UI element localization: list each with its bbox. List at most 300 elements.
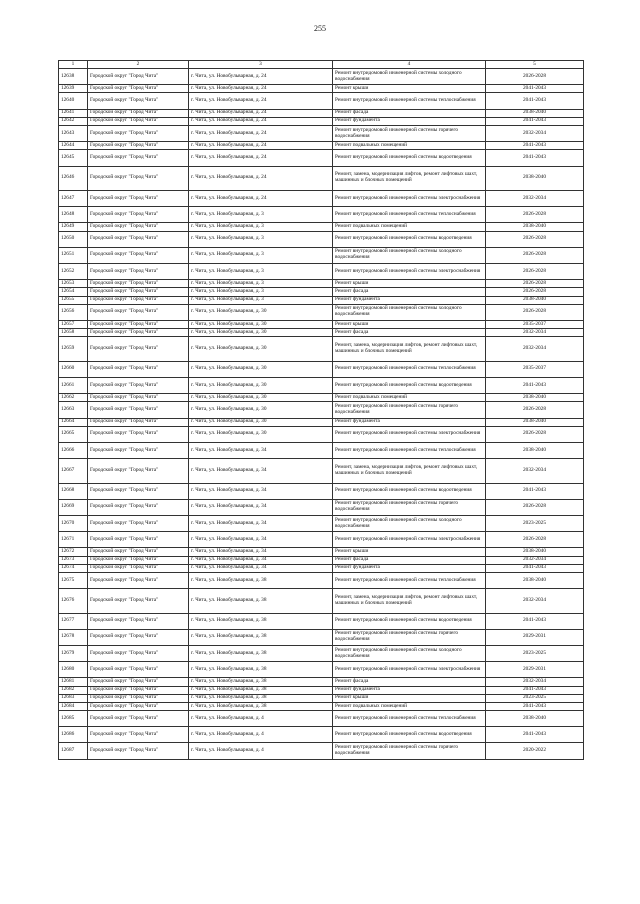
municipality-cell: Городской округ "Город Чита"	[88, 426, 189, 442]
address-cell: г. Чита, ул. Новобульварная, д. 30	[189, 304, 333, 320]
work-type-cell: Ремонт подвальных помещений	[333, 394, 486, 402]
row-number: 12645	[59, 150, 88, 166]
years-cell: 2041-2043	[486, 142, 584, 150]
years-cell: 2029-2031	[486, 662, 584, 678]
row-number: 12639	[59, 85, 88, 93]
table-row	[59, 150, 584, 166]
work-type-cell: Ремонт внутридомовой инженерной системы теплоснабжения	[333, 572, 486, 588]
address-cell: г. Чита, ул. Новобульварная, д. 24	[189, 150, 333, 166]
table-row	[59, 548, 584, 556]
years-cell: 2032-2034	[486, 589, 584, 614]
row-number: 12648	[59, 207, 88, 223]
years-cell: 2038-2040	[486, 572, 584, 588]
work-type-cell: Ремонт, замена, модернизация лифтов, ремонт лифтовых шахт, машинных и блочных помещений	[333, 337, 486, 362]
table-row	[59, 515, 584, 531]
years-cell: 2038-2040	[486, 418, 584, 426]
municipality-cell: Городской округ "Город Чита"	[88, 645, 189, 661]
row-number: 12669	[59, 499, 88, 515]
municipality-cell: Городской округ "Город Чита"	[88, 125, 189, 141]
address-cell: г. Чита, ул. Новобульварная, д. 4	[189, 711, 333, 727]
row-number: 12647	[59, 191, 88, 207]
table-row	[59, 743, 584, 759]
work-type-cell: Ремонт внутридомовой инженерной системы водоотведения	[333, 150, 486, 166]
row-number: 12640	[59, 93, 88, 109]
row-number: 12655	[59, 296, 88, 304]
years-cell: 2041-2043	[486, 564, 584, 572]
row-number: 12680	[59, 662, 88, 678]
municipality-cell: Городской округ "Город Чита"	[88, 702, 189, 710]
row-number: 12660	[59, 361, 88, 377]
municipality-cell: Городской округ "Город Чита"	[88, 442, 189, 458]
years-cell: 2038-2040	[486, 166, 584, 191]
years-cell: 2038-2040	[486, 394, 584, 402]
municipality-cell: Городской округ "Город Чита"	[88, 711, 189, 727]
row-number: 12676	[59, 589, 88, 614]
table-row	[59, 645, 584, 661]
work-type-cell: Ремонт фасада	[333, 678, 486, 686]
municipality-cell: Городской округ "Город Чита"	[88, 613, 189, 629]
address-cell: г. Чита, ул. Новобульварная, д. 38	[189, 702, 333, 710]
table-row	[59, 402, 584, 418]
municipality-cell: Городской округ "Город Чита"	[88, 483, 189, 499]
years-cell: 2032-2034	[486, 191, 584, 207]
years-cell: 2038-2040	[486, 223, 584, 231]
address-cell: г. Чита, ул. Новобульварная, д. 3	[189, 207, 333, 223]
municipality-cell: Городской округ "Город Чита"	[88, 337, 189, 362]
work-type-cell: Ремонт подвальных помещений	[333, 223, 486, 231]
work-type-cell: Ремонт фасада	[333, 556, 486, 564]
address-cell: г. Чита, ул. Новобульварная, д. 38	[189, 613, 333, 629]
work-type-cell: Ремонт, замена, модернизация лифтов, ремонт лифтовых шахт, машинных и блочных помещений	[333, 166, 486, 191]
table-row	[59, 686, 584, 694]
table-row	[59, 247, 584, 263]
years-cell: 2038-2040	[486, 442, 584, 458]
municipality-cell: Городской округ "Город Чита"	[88, 629, 189, 645]
address-cell: г. Чита, ул. Новобульварная, д. 30	[189, 418, 333, 426]
column-header: 2	[88, 61, 189, 69]
work-type-cell: Ремонт внутридомовой инженерной системы электроснабжения	[333, 191, 486, 207]
table-row	[59, 499, 584, 515]
address-cell: г. Чита, ул. Новобульварная, д. 3	[189, 263, 333, 279]
municipality-cell: Городской округ "Город Чита"	[88, 247, 189, 263]
work-type-cell: Ремонт внутридомовой инженерной системы теплоснабжения	[333, 711, 486, 727]
table-row	[59, 329, 584, 337]
municipality-cell: Городской округ "Город Чита"	[88, 166, 189, 191]
municipality-cell: Городской округ "Город Чита"	[88, 377, 189, 393]
municipality-cell: Городской округ "Город Чита"	[88, 686, 189, 694]
row-number: 12644	[59, 142, 88, 150]
years-cell: 2041-2043	[486, 727, 584, 743]
work-type-cell: Ремонт фасада	[333, 288, 486, 296]
municipality-cell: Городской округ "Город Чита"	[88, 93, 189, 109]
address-cell: г. Чита, ул. Новобульварная, д. 3	[189, 247, 333, 263]
address-cell: г. Чита, ул. Новобульварная, д. 34	[189, 499, 333, 515]
row-number: 12659	[59, 337, 88, 362]
address-cell: г. Чита, ул. Новобульварная, д. 24	[189, 117, 333, 125]
table-row	[59, 142, 584, 150]
table-row	[59, 320, 584, 328]
work-type-cell: Ремонт внутридомовой инженерной системы теплоснабжения	[333, 93, 486, 109]
years-cell: 2041-2043	[486, 483, 584, 499]
table-row	[59, 337, 584, 362]
municipality-cell: Городской округ "Город Чита"	[88, 69, 189, 85]
address-cell: г. Чита, ул. Новобульварная, д. 38	[189, 629, 333, 645]
row-number: 12672	[59, 548, 88, 556]
row-number: 12681	[59, 678, 88, 686]
municipality-cell: Городской округ "Город Чита"	[88, 572, 189, 588]
years-cell: 2023-2025	[486, 515, 584, 531]
municipality-cell: Городской округ "Город Чита"	[88, 459, 189, 484]
years-cell: 2023-2025	[486, 645, 584, 661]
address-cell: г. Чита, ул. Новобульварная, д. 30	[189, 402, 333, 418]
work-type-cell: Ремонт, замена, модернизация лифтов, ремонт лифтовых шахт, машинных и блочных помещений	[333, 589, 486, 614]
table-row	[59, 532, 584, 548]
table-row	[59, 109, 584, 117]
work-type-cell: Ремонт фундамента	[333, 418, 486, 426]
work-type-cell: Ремонт, замена, модернизация лифтов, ремонт лифтовых шахт, машинных и блочных помещений	[333, 459, 486, 484]
years-cell: 2032-2034	[486, 329, 584, 337]
municipality-cell: Городской округ "Город Чита"	[88, 589, 189, 614]
table-row	[59, 361, 584, 377]
work-type-cell: Ремонт внутридомовой инженерной системы холодного водоснабжения	[333, 69, 486, 85]
repair-schedule-table	[58, 60, 584, 760]
table-row	[59, 394, 584, 402]
row-number: 12675	[59, 572, 88, 588]
years-cell: 2035-2037	[486, 361, 584, 377]
work-type-cell: Ремонт внутридомовой инженерной системы холодного водоснабжения	[333, 515, 486, 531]
address-cell: г. Чита, ул. Новобульварная, д. 30	[189, 394, 333, 402]
municipality-cell: Городской округ "Город Чита"	[88, 231, 189, 247]
address-cell: г. Чита, ул. Новобульварная, д. 38	[189, 589, 333, 614]
row-number: 12686	[59, 727, 88, 743]
years-cell: 2026-2028	[486, 207, 584, 223]
row-number: 12679	[59, 645, 88, 661]
work-type-cell: Ремонт внутридомовой инженерной системы горячего водоснабжения	[333, 499, 486, 515]
municipality-cell: Городской округ "Город Чита"	[88, 743, 189, 759]
table-row	[59, 694, 584, 702]
work-type-cell: Ремонт крыши	[333, 320, 486, 328]
years-cell: 2029-2031	[486, 629, 584, 645]
municipality-cell: Городской округ "Город Чита"	[88, 564, 189, 572]
years-cell: 2020-2022	[486, 743, 584, 759]
municipality-cell: Городской округ "Город Чита"	[88, 304, 189, 320]
work-type-cell: Ремонт внутридомовой инженерной системы горячего водоснабжения	[333, 629, 486, 645]
table-row	[59, 223, 584, 231]
table-row	[59, 117, 584, 125]
work-type-cell: Ремонт крыши	[333, 694, 486, 702]
address-cell: г. Чита, ул. Новобульварная, д. 4	[189, 743, 333, 759]
table-row	[59, 85, 584, 93]
table-row	[59, 191, 584, 207]
table-row	[59, 556, 584, 564]
table-row	[59, 564, 584, 572]
municipality-cell: Городской округ "Город Чита"	[88, 662, 189, 678]
work-type-cell: Ремонт внутридомовой инженерной системы теплоснабжения	[333, 207, 486, 223]
years-cell: 2026-2028	[486, 304, 584, 320]
address-cell: г. Чита, ул. Новобульварная, д. 38	[189, 686, 333, 694]
municipality-cell: Городской округ "Город Чита"	[88, 532, 189, 548]
work-type-cell: Ремонт внутридомовой инженерной системы электроснабжения	[333, 263, 486, 279]
row-number: 12674	[59, 564, 88, 572]
address-cell: г. Чита, ул. Новобульварная, д. 38	[189, 678, 333, 686]
row-number: 12665	[59, 426, 88, 442]
row-number: 12670	[59, 515, 88, 531]
table-row	[59, 166, 584, 191]
years-cell: 2026-2028	[486, 499, 584, 515]
row-number: 12663	[59, 402, 88, 418]
address-cell: г. Чита, ул. Новобульварная, д. 38	[189, 645, 333, 661]
row-number: 12641	[59, 109, 88, 117]
years-cell: 2041-2043	[486, 93, 584, 109]
work-type-cell: Ремонт внутридомовой инженерной системы водоотведения	[333, 231, 486, 247]
table-row	[59, 296, 584, 304]
page-number: 255	[314, 24, 326, 33]
address-cell: г. Чита, ул. Новобульварная, д. 34	[189, 556, 333, 564]
work-type-cell: Ремонт внутридомовой инженерной системы водоотведения	[333, 613, 486, 629]
address-cell: г. Чита, ул. Новобульварная, д. 34	[189, 515, 333, 531]
row-number: 12649	[59, 223, 88, 231]
work-type-cell: Ремонт фундамента	[333, 296, 486, 304]
years-cell: 2023-2025	[486, 694, 584, 702]
row-number: 12658	[59, 329, 88, 337]
table-row	[59, 613, 584, 629]
municipality-cell: Городской округ "Город Чита"	[88, 288, 189, 296]
row-number: 12687	[59, 743, 88, 759]
address-cell: г. Чита, ул. Новобульварная, д. 34	[189, 459, 333, 484]
address-cell: г. Чита, ул. Новобульварная, д. 38	[189, 694, 333, 702]
table-row	[59, 483, 584, 499]
years-cell: 2032-2034	[486, 459, 584, 484]
address-cell: г. Чита, ул. Новобульварная, д. 24	[189, 125, 333, 141]
address-cell: г. Чита, ул. Новобульварная, д. 38	[189, 662, 333, 678]
address-cell: г. Чита, ул. Новобульварная, д. 24	[189, 142, 333, 150]
address-cell: г. Чита, ул. Новобульварная, д. 34	[189, 483, 333, 499]
work-type-cell: Ремонт подвальных помещений	[333, 702, 486, 710]
municipality-cell: Городской округ "Город Чита"	[88, 207, 189, 223]
row-number: 12638	[59, 69, 88, 85]
address-cell: г. Чита, ул. Новобульварная, д. 34	[189, 548, 333, 556]
column-header: 3	[189, 61, 333, 69]
years-cell: 2026-2028	[486, 532, 584, 548]
work-type-cell: Ремонт крыши	[333, 85, 486, 93]
municipality-cell: Городской округ "Город Чита"	[88, 263, 189, 279]
work-type-cell: Ремонт внутридомовой инженерной системы горячего водоснабжения	[333, 125, 486, 141]
years-cell: 2041-2043	[486, 377, 584, 393]
municipality-cell: Городской округ "Город Чита"	[88, 727, 189, 743]
row-number: 12685	[59, 711, 88, 727]
table-row	[59, 93, 584, 109]
work-type-cell: Ремонт внутридомовой инженерной системы холодного водоснабжения	[333, 247, 486, 263]
municipality-cell: Городской округ "Город Чита"	[88, 329, 189, 337]
row-number: 12684	[59, 702, 88, 710]
work-type-cell: Ремонт фундамента	[333, 686, 486, 694]
address-cell: г. Чита, ул. Новобульварная, д. 38	[189, 572, 333, 588]
address-cell: г. Чита, ул. Новобульварная, д. 30	[189, 320, 333, 328]
work-type-cell: Ремонт внутридомовой инженерной системы водоотведения	[333, 727, 486, 743]
table-row	[59, 426, 584, 442]
table-row	[59, 572, 584, 588]
address-cell: г. Чита, ул. Новобульварная, д. 24	[189, 166, 333, 191]
years-cell: 2026-2028	[486, 231, 584, 247]
address-cell: г. Чита, ул. Новобульварная, д. 24	[189, 85, 333, 93]
row-number: 12643	[59, 125, 88, 141]
row-number: 12650	[59, 231, 88, 247]
table-row	[59, 629, 584, 645]
work-type-cell: Ремонт внутридомовой инженерной системы теплоснабжения	[333, 361, 486, 377]
work-type-cell: Ремонт крыши	[333, 280, 486, 288]
row-number: 12654	[59, 288, 88, 296]
row-number: 12667	[59, 459, 88, 484]
municipality-cell: Городской округ "Город Чита"	[88, 402, 189, 418]
years-cell: 2041-2043	[486, 686, 584, 694]
address-cell: г. Чита, ул. Новобульварная, д. 24	[189, 69, 333, 85]
years-cell: 2038-2040	[486, 548, 584, 556]
address-cell: г. Чита, ул. Новобульварная, д. 30	[189, 329, 333, 337]
table-row	[59, 727, 584, 743]
table-row	[59, 678, 584, 686]
years-cell: 2026-2028	[486, 402, 584, 418]
table-row	[59, 231, 584, 247]
work-type-cell: Ремонт внутридомовой инженерной системы горячего водоснабжения	[333, 402, 486, 418]
table-row	[59, 263, 584, 279]
work-type-cell: Ремонт внутридомовой инженерной системы водоотведения	[333, 377, 486, 393]
work-type-cell: Ремонт внутридомовой инженерной системы холодного водоснабжения	[333, 645, 486, 661]
table-row	[59, 304, 584, 320]
table-row	[59, 418, 584, 426]
work-type-cell: Ремонт внутридомовой инженерной системы электроснабжения	[333, 532, 486, 548]
work-type-cell: Ремонт фундамента	[333, 564, 486, 572]
municipality-cell: Городской округ "Город Чита"	[88, 117, 189, 125]
municipality-cell: Городской округ "Город Чита"	[88, 418, 189, 426]
years-cell: 2035-2037	[486, 320, 584, 328]
work-type-cell: Ремонт фасада	[333, 109, 486, 117]
work-type-cell: Ремонт внутридомовой инженерной системы теплоснабжения	[333, 442, 486, 458]
years-cell: 2026-2028	[486, 288, 584, 296]
municipality-cell: Городской округ "Город Чита"	[88, 296, 189, 304]
years-cell: 2026-2028	[486, 280, 584, 288]
years-cell: 2026-2028	[486, 69, 584, 85]
table-body	[59, 69, 584, 760]
work-type-cell: Ремонт крыши	[333, 548, 486, 556]
row-number: 12651	[59, 247, 88, 263]
years-cell: 2041-2043	[486, 85, 584, 93]
row-number: 12673	[59, 556, 88, 564]
table-row	[59, 442, 584, 458]
years-cell: 2032-2034	[486, 125, 584, 141]
municipality-cell: Городской округ "Город Чита"	[88, 320, 189, 328]
years-cell: 2026-2028	[486, 426, 584, 442]
row-number: 12646	[59, 166, 88, 191]
municipality-cell: Городской округ "Город Чита"	[88, 499, 189, 515]
address-cell: г. Чита, ул. Новобульварная, д. 24	[189, 109, 333, 117]
row-number: 12666	[59, 442, 88, 458]
municipality-cell: Городской округ "Город Чита"	[88, 678, 189, 686]
work-type-cell: Ремонт внутридомовой инженерной системы электроснабжения	[333, 662, 486, 678]
address-cell: г. Чита, ул. Новобульварная, д. 3	[189, 280, 333, 288]
table-row	[59, 702, 584, 710]
row-number: 12668	[59, 483, 88, 499]
address-cell: г. Чита, ул. Новобульварная, д. 24	[189, 191, 333, 207]
years-cell: 2041-2043	[486, 117, 584, 125]
address-cell: г. Чита, ул. Новобульварная, д. 3	[189, 288, 333, 296]
municipality-cell: Городской округ "Город Чита"	[88, 556, 189, 564]
work-type-cell: Ремонт внутридомовой инженерной системы электроснабжения	[333, 426, 486, 442]
years-cell: 2038-2040	[486, 296, 584, 304]
table-row	[59, 711, 584, 727]
municipality-cell: Городской округ "Город Чита"	[88, 694, 189, 702]
years-cell: 2038-2040	[486, 109, 584, 117]
address-cell: г. Чита, ул. Новобульварная, д. 24	[189, 93, 333, 109]
table-row	[59, 280, 584, 288]
municipality-cell: Городской округ "Город Чита"	[88, 142, 189, 150]
row-number: 12677	[59, 613, 88, 629]
row-number: 12678	[59, 629, 88, 645]
address-cell: г. Чита, ул. Новобульварная, д. 4	[189, 727, 333, 743]
address-cell: г. Чита, ул. Новобульварная, д. 30	[189, 377, 333, 393]
column-header: 1	[59, 61, 88, 69]
row-number: 12662	[59, 394, 88, 402]
years-cell: 2032-2034	[486, 556, 584, 564]
address-cell: г. Чита, ул. Новобульварная, д. 3	[189, 296, 333, 304]
row-number: 12683	[59, 694, 88, 702]
row-number: 12656	[59, 304, 88, 320]
address-cell: г. Чита, ул. Новобульварная, д. 30	[189, 426, 333, 442]
row-number: 12653	[59, 280, 88, 288]
years-cell: 2038-2040	[486, 711, 584, 727]
table-row	[59, 207, 584, 223]
municipality-cell: Городской округ "Город Чита"	[88, 150, 189, 166]
table-row	[59, 125, 584, 141]
years-cell: 2026-2028	[486, 263, 584, 279]
work-type-cell: Ремонт внутридомовой инженерной системы холодного водоснабжения	[333, 304, 486, 320]
municipality-cell: Городской округ "Город Чита"	[88, 515, 189, 531]
municipality-cell: Городской округ "Город Чита"	[88, 223, 189, 231]
years-cell: 2032-2034	[486, 678, 584, 686]
municipality-cell: Городской округ "Город Чита"	[88, 191, 189, 207]
municipality-cell: Городской округ "Город Чита"	[88, 280, 189, 288]
municipality-cell: Городской округ "Город Чита"	[88, 548, 189, 556]
address-cell: г. Чита, ул. Новобульварная, д. 34	[189, 442, 333, 458]
row-number: 12642	[59, 117, 88, 125]
municipality-cell: Городской округ "Город Чита"	[88, 394, 189, 402]
address-cell: г. Чита, ул. Новобульварная, д. 30	[189, 337, 333, 362]
column-header: 5	[486, 61, 584, 69]
work-type-cell: Ремонт подвальных помещений	[333, 142, 486, 150]
row-number: 12661	[59, 377, 88, 393]
work-type-cell: Ремонт внутридомовой инженерной системы водоотведения	[333, 483, 486, 499]
row-number: 12671	[59, 532, 88, 548]
table-header-row	[59, 61, 584, 69]
table-row	[59, 662, 584, 678]
row-number: 12652	[59, 263, 88, 279]
years-cell: 2026-2028	[486, 247, 584, 263]
table-row	[59, 589, 584, 614]
years-cell: 2041-2043	[486, 613, 584, 629]
table-row	[59, 69, 584, 85]
row-number: 12682	[59, 686, 88, 694]
address-cell: г. Чита, ул. Новобульварная, д. 34	[189, 564, 333, 572]
work-type-cell: Ремонт фасада	[333, 329, 486, 337]
work-type-cell: Ремонт внутридомовой инженерной системы горячего водоснабжения	[333, 743, 486, 759]
address-cell: г. Чита, ул. Новобульварная, д. 3	[189, 231, 333, 247]
address-cell: г. Чита, ул. Новобульварная, д. 3	[189, 223, 333, 231]
table-row	[59, 288, 584, 296]
row-number: 12664	[59, 418, 88, 426]
years-cell: 2041-2043	[486, 150, 584, 166]
municipality-cell: Городской округ "Город Чита"	[88, 85, 189, 93]
work-type-cell: Ремонт фундамента	[333, 117, 486, 125]
address-cell: г. Чита, ул. Новобульварная, д. 30	[189, 361, 333, 377]
